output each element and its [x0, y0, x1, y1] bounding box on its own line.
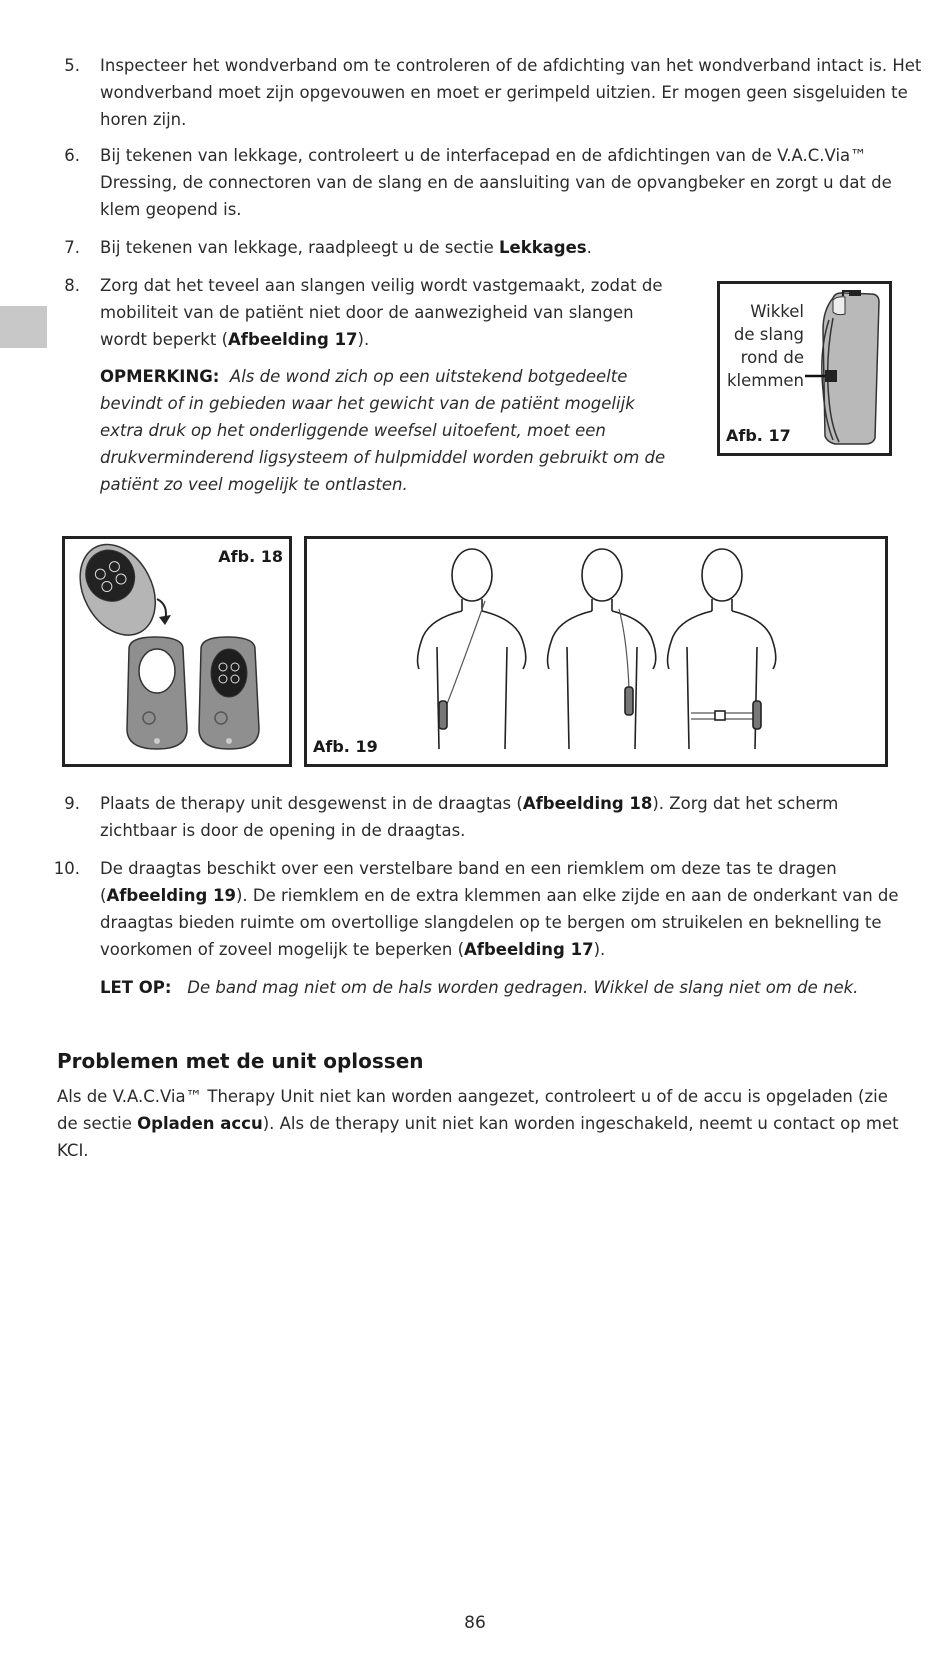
figure-reference: Afbeelding 17 [228, 330, 358, 349]
item-number: 10. [53, 859, 80, 878]
item-number: 7. [64, 238, 80, 257]
item-text [100, 272, 670, 353]
note-label: OPMERKING: [100, 367, 220, 386]
note-text: Als de wond zich op een uitstekend botgedeelte bevindt of in gebieden waar het gewicht van de patiënt mogelijk extra druk op het onderliggende weefsel uitoefent, moet een drukverminderend ligsysteem of hulpmiddel worden gebruikt om de patiënt zo veel mogelijk te ontlasten. [100, 367, 666, 494]
figure-caption: Afb. 18 [218, 547, 283, 566]
text-segment: ). Als de therapy unit niet kan worden ingeschakeld, neemt u contact op met KCI. [57, 1114, 899, 1160]
text-segment: Als de V.A.C.Via™ Therapy Unit niet kan worden aangezet, controleert u of de accu is opgeladen (zie de sectie [57, 1087, 888, 1133]
item-number: 8. [64, 276, 80, 295]
text-segment: ). [593, 940, 606, 959]
text-segment: Zorg dat het teveel aan slangen veilig wordt vastgemaakt, zodat de mobiliteit van de patiënt niet door de aanwezigheid van slangen wordt beperkt ( [100, 276, 663, 349]
item-number: 9. [64, 794, 80, 813]
figure-17 [717, 281, 892, 456]
chapter-tab [0, 306, 47, 348]
item-text [100, 855, 900, 963]
caution-text: De band mag niet om de hals worden gedragen. Wikkel de slang niet om de nek. [187, 978, 859, 997]
item-text: Bij tekenen van lekkage, controleert u de interfacepad en de afdichtingen van de V.A.C.Via™ Dressing, de connectoren van de slang en de aansluiting van de opvangbeker en zorgt u dat de klem geopend is. [100, 146, 892, 219]
section-body [57, 1083, 907, 1164]
figure-caption: Afb. 17 [726, 426, 791, 445]
callout-line: klemmen [726, 371, 804, 390]
callout-line: de slang [733, 325, 804, 344]
item-text [100, 790, 900, 844]
figure-reference: Afbeelding 19 [106, 886, 236, 905]
item-text [100, 234, 920, 261]
item-number: 6. [64, 146, 80, 165]
page-number: 86 [464, 1613, 486, 1633]
caution-label: LET OP: [100, 978, 172, 997]
callout-line: rond de [740, 348, 804, 367]
figure-17-callout [727, 300, 804, 392]
text-segment: . [586, 238, 592, 257]
therapy-unit-illustration [805, 290, 891, 452]
section-reference: Lekkages [499, 238, 587, 257]
text-segment: De draagtas beschikt over een verstelbare band en een riemklem om deze tas te dragen ( [100, 859, 837, 905]
text-segment: ). Zorg dat het scherm zichtbaar is door de opening in de draagtas. [100, 794, 839, 840]
figure-19 [304, 536, 888, 767]
callout-line: Wikkel [750, 302, 804, 321]
carry-case-illustration [65, 539, 289, 764]
item-text: Inspecteer het wondverband om te controleren of de afdichting van het wondverband intact is. Het wondverband moet zijn opgevouwen en moet er gerimpeld uitzien. Er mogen geen sisgeluiden te horen zijn. [100, 56, 922, 129]
note-block [100, 363, 680, 498]
caution-block [100, 974, 900, 1001]
figure-reference: Afbeelding 17 [464, 940, 594, 959]
text-segment: Plaats de therapy unit desgewenst in de draagtas ( [100, 794, 523, 813]
figure-caption: Afb. 19 [313, 737, 378, 756]
item-number: 5. [64, 56, 80, 75]
text-segment: ). De riemklem en de extra klemmen aan elke zijde en aan de onderkant van de draagtas bieden ruimte om overtollige slangdelen op te bergen om struikelen en beknelling te voorkomen of zoveel mogelijk te beperken ( [100, 886, 899, 959]
figure-18 [62, 536, 292, 767]
section-reference: Opladen accu [137, 1114, 263, 1133]
text-segment: ). [357, 330, 370, 349]
section-heading: Problemen met de unit oplossen [57, 1049, 424, 1073]
carrying-positions-illustration [307, 539, 885, 764]
figure-reference: Afbeelding 18 [522, 794, 653, 813]
text-segment: Bij tekenen van lekkage, raadpleegt u de sectie [100, 238, 500, 257]
